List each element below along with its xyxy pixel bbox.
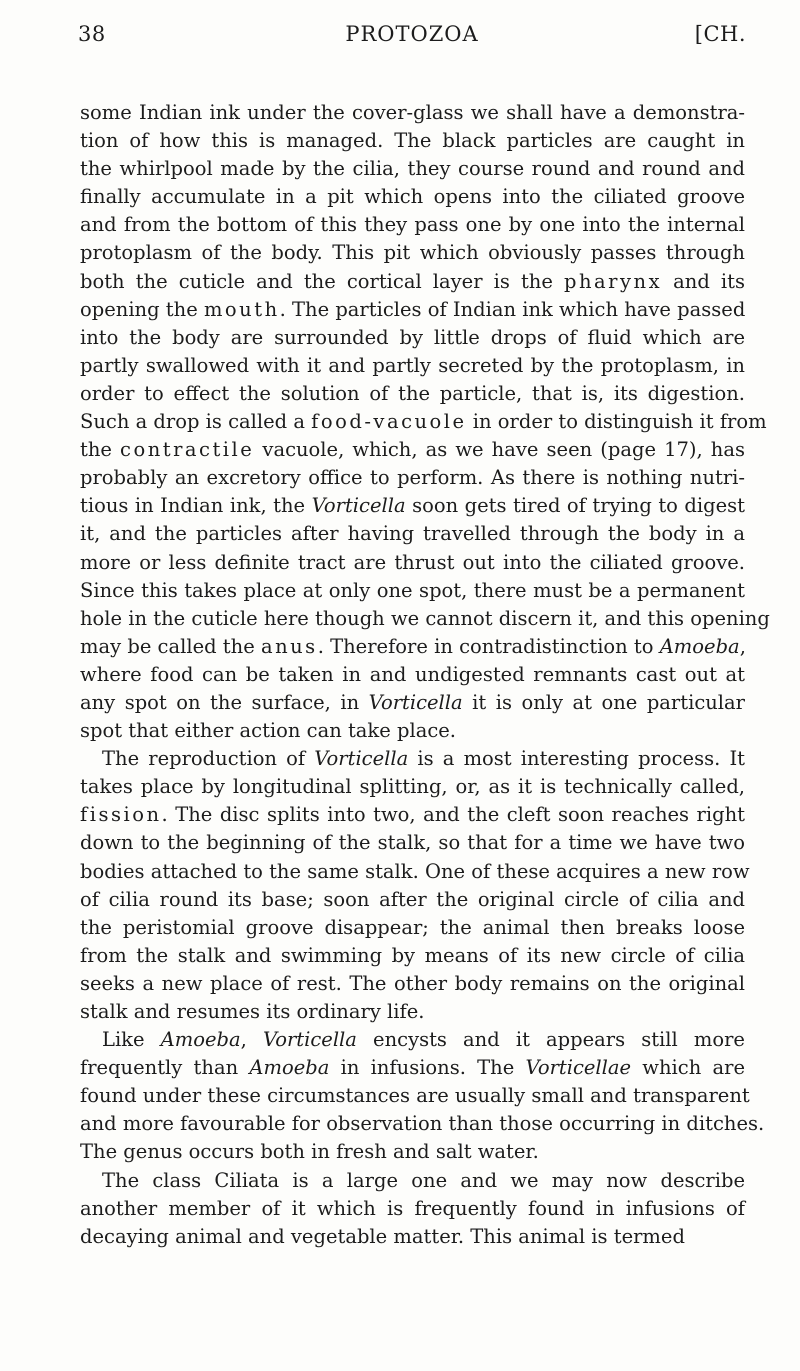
text-line (80, 408, 767, 436)
text-line (80, 127, 745, 155)
text-run: and from the bottom of this they pass one by one into the internal (80, 213, 745, 237)
text-line (80, 99, 745, 127)
text-run: some Indian ink under the cover-glass we shall have a demonstra- (80, 101, 745, 124)
text-run: down to the beginning of the stalk, so that for a time we have two (80, 831, 745, 855)
text-run: , (240, 1028, 263, 1052)
text-run: finally accumulate in a pit which opens into the ciliated groove (80, 185, 745, 209)
text-line (80, 239, 745, 267)
text-line (80, 183, 745, 211)
text-run: . The particles of Indian ink which have passed (279, 297, 746, 321)
text-line (80, 492, 745, 520)
text-run: and its (662, 269, 745, 293)
text-line (80, 1082, 750, 1110)
italic-term: Vorticella (314, 747, 409, 771)
text-run: in order to distinguish it from (466, 410, 767, 434)
text-line (80, 773, 745, 801)
running-title: PROTOZOA (345, 22, 479, 46)
text-line (80, 155, 745, 183)
spaced-term: anus (260, 634, 318, 658)
running-head (78, 22, 746, 62)
text-run: vacuole, which, as we have seen (page 17), has (254, 438, 746, 462)
text-run: protoplasm of the body. This pit which obviously passes through (80, 241, 745, 265)
text-run: partly swallowed with it and partly secreted by the protoplasm, in (80, 353, 745, 377)
text-line (80, 296, 745, 324)
text-line (80, 858, 750, 886)
text-run: order to effect the solution of the particle, that is, its digestion. (80, 381, 745, 405)
text-run: any spot on the surface, in (80, 690, 369, 714)
italic-term: Vorticella (368, 690, 463, 714)
text-line (80, 942, 745, 970)
text-line (80, 211, 745, 239)
text-line (80, 745, 745, 773)
text-run: both the cuticle and the cortical layer is the (80, 269, 564, 293)
text-run: the whirlpool made by the cilia, they course round and round and (80, 157, 745, 181)
text-line (80, 464, 745, 492)
text-run: tious in Indian ink, the (80, 494, 312, 518)
text-run: takes place by longitudinal splitting, or, as it is technically called, (80, 775, 745, 799)
text-run: in infusions. The (329, 1056, 526, 1080)
text-run: . The disc splits into two, and the cleft soon reaches right (161, 803, 745, 827)
text-run: encysts and it appears still more (356, 1028, 745, 1052)
text-run: opening the (80, 297, 204, 321)
text-run: which are (631, 1056, 745, 1080)
text-run: The reproduction of (102, 747, 315, 771)
text-line (80, 436, 745, 464)
text-run: frequently than (80, 1056, 250, 1080)
italic-term: Vorticella (262, 1028, 357, 1052)
text-run: may be called the (80, 634, 261, 658)
text-run: Since this takes place at only one spot, there must be a permanent (80, 578, 745, 602)
text-run: of cilia round its base; soon after the original circle of cilia and (80, 887, 745, 911)
text-run: from the stalk and swimming by means of its new circle of cilia (80, 943, 745, 967)
text-line (80, 1054, 745, 1082)
text-run: and more favourable for observation than those occurring in ditches. (80, 1112, 765, 1136)
text-line (80, 268, 745, 296)
text-line (80, 549, 745, 577)
text-line (80, 577, 745, 605)
text-run: it, and the particles after having travelled through the body in a (80, 522, 745, 546)
text-run: the (80, 438, 121, 462)
text-run: it is only at one particular (462, 690, 745, 714)
text-run: decaying animal and vegetable matter. This animal is termed (80, 1224, 685, 1248)
text-line (80, 1026, 745, 1054)
text-line (80, 520, 745, 548)
text-run: . Therefore in contradistinction to (317, 634, 660, 658)
italic-term: Vorticellae (525, 1056, 632, 1080)
text-line (80, 717, 745, 745)
italic-term: Amoeba (659, 634, 740, 658)
chapter-label: [CH. (694, 22, 746, 46)
text-run: another member of it which is frequently found in infusions of (80, 1196, 745, 1220)
text-line (80, 829, 745, 857)
text-line (80, 324, 745, 352)
italic-term: Vorticella (311, 494, 406, 518)
text-run: spot that either action can take place. (80, 719, 456, 743)
text-run: more or less definite tract are thrust out into the ciliated groove. (80, 550, 745, 574)
text-run: probably an excretory office to perform. As there is nothing nutri- (80, 466, 745, 490)
text-run: where food can be taken in and undigested remnants cast out at (80, 662, 745, 686)
text-run: is a most interesting process. It (408, 747, 745, 771)
text-run: found under these circumstances are usually small and transparent (80, 1084, 750, 1108)
text-line (80, 1195, 745, 1223)
text-line (80, 605, 770, 633)
text-run: stalk and resumes its ordinary life. (80, 1000, 425, 1023)
spaced-term: contractile (120, 438, 255, 462)
text-run: The genus occurs both in fresh and salt water. (80, 1140, 539, 1164)
text-line (80, 689, 745, 717)
text-line (80, 633, 745, 661)
text-line (80, 1223, 745, 1251)
text-line (80, 1138, 745, 1166)
text-line (80, 914, 745, 942)
page-number: 38 (78, 22, 106, 46)
text-line (80, 661, 745, 689)
text-run: soon gets tired of trying to digest (405, 494, 745, 518)
spaced-term: mouth (203, 297, 280, 321)
text-run: into the body are surrounded by little drops of fluid which are (80, 325, 745, 349)
text-line (80, 380, 745, 408)
text-run: the peristomial groove disappear; the animal then breaks loose (80, 915, 745, 939)
text-run: Such a drop is called a (80, 410, 312, 434)
italic-term: Amoeba (249, 1056, 330, 1080)
body-text (80, 99, 770, 1251)
text-run: The class Ciliata is a large one and we may now describe (102, 1168, 745, 1192)
text-run: bodies attached to the same stalk. One of these acquires a new row (80, 859, 750, 883)
spaced-term: pharynx (564, 269, 663, 293)
italic-term: Amoeba (160, 1028, 241, 1052)
text-run: tion of how this is managed. The black particles are caught in (80, 129, 745, 153)
text-run: hole in the cuticle here though we cannot discern it, and this opening (80, 606, 770, 630)
text-line (80, 886, 745, 914)
spaced-term: fission (80, 803, 162, 827)
text-line (80, 352, 745, 380)
spaced-term: food-vacuole (311, 410, 467, 434)
text-line (80, 970, 745, 998)
text-run: Like (102, 1028, 161, 1052)
text-run: , (739, 634, 746, 658)
text-line (80, 998, 745, 1026)
text-line (80, 1167, 745, 1195)
text-run: seeks a new place of rest. The other body remains on the original (80, 971, 745, 995)
text-line (80, 1110, 765, 1138)
text-line (80, 801, 745, 829)
